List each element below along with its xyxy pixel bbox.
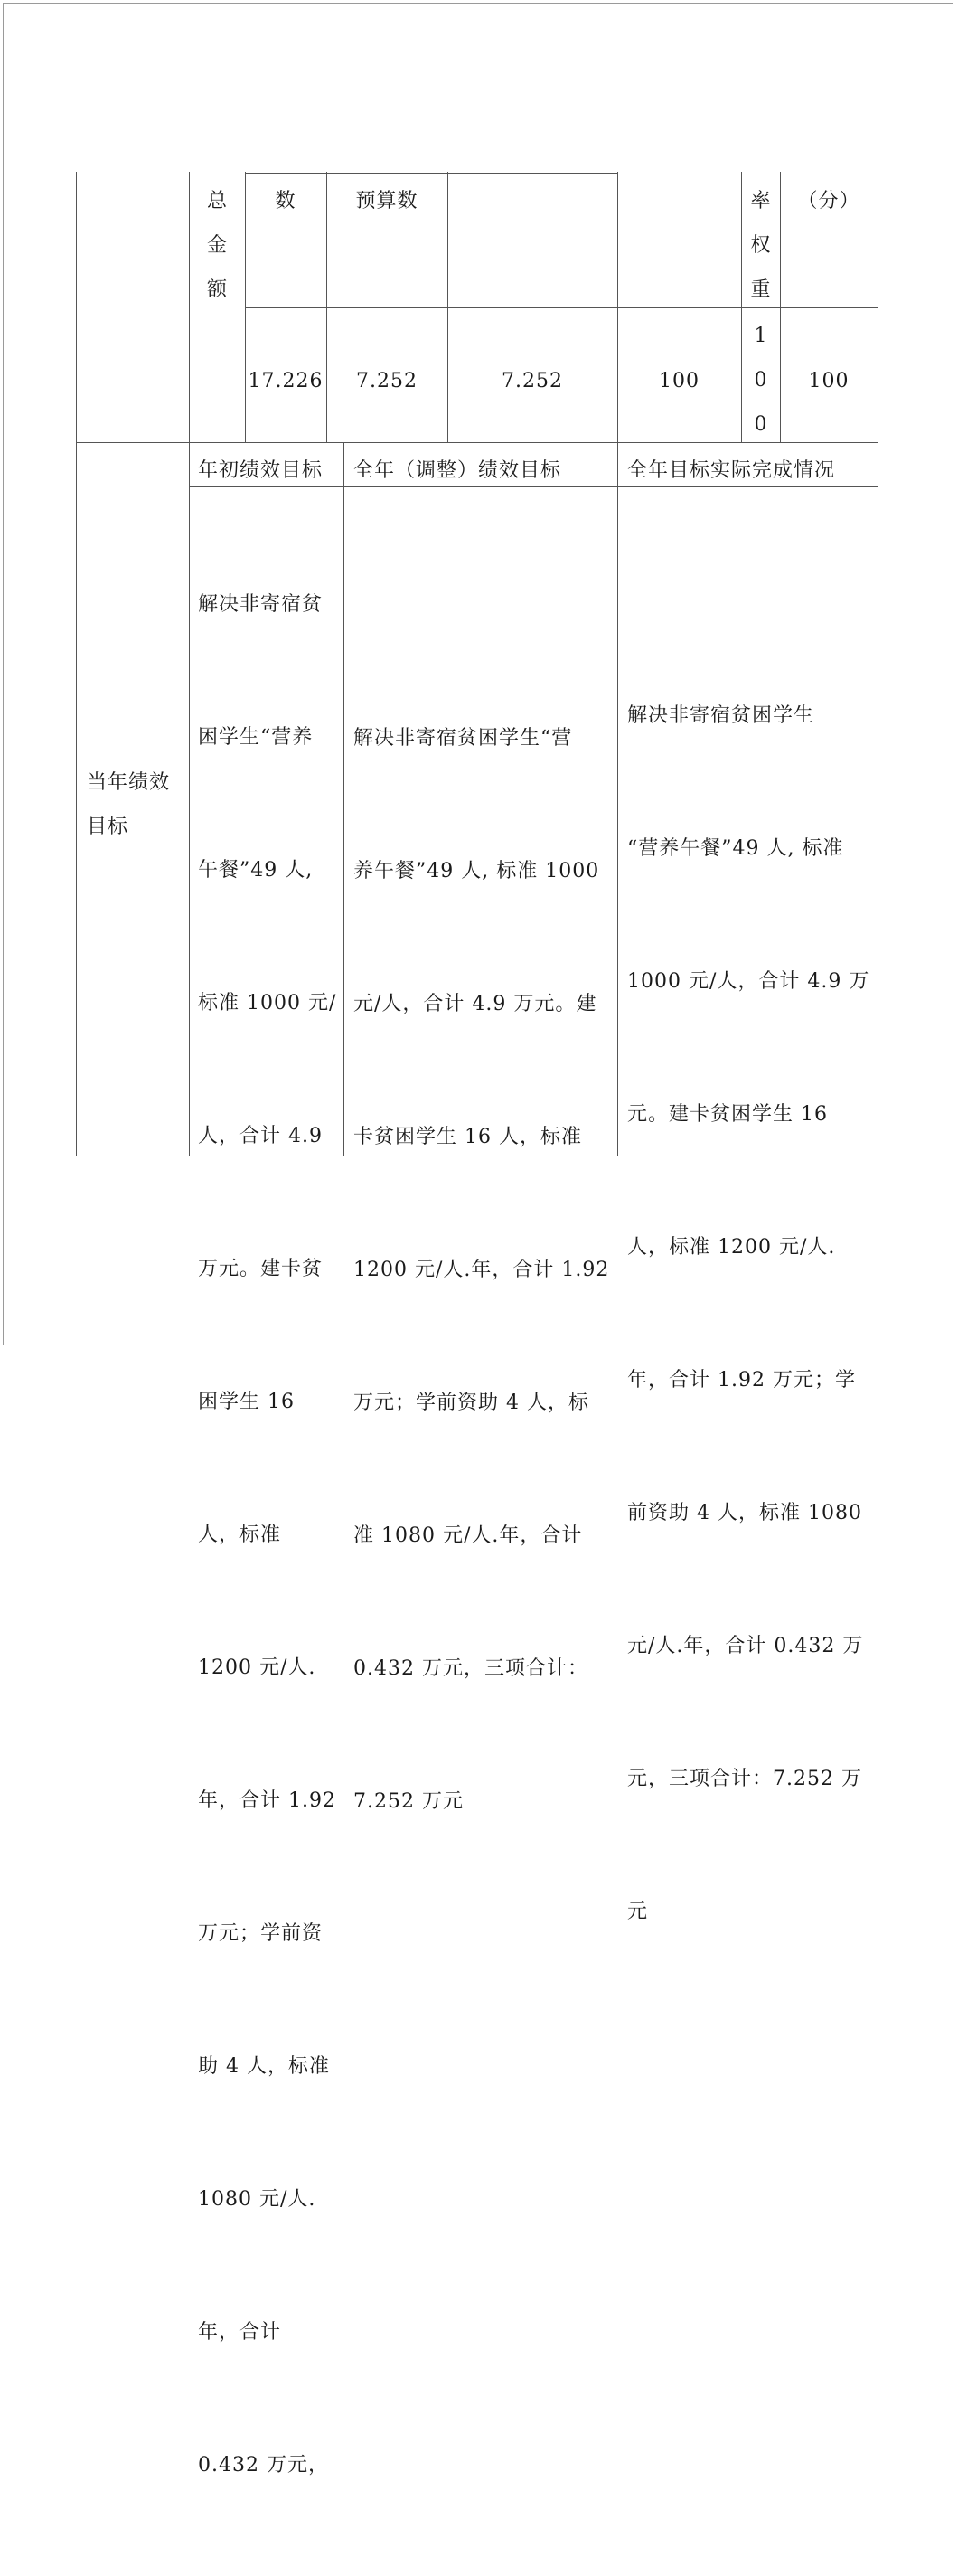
actual-completion-header: 全年目标实际完成情况 [627, 459, 836, 482]
budget-header: 预算数 [355, 190, 418, 212]
table-line [76, 172, 77, 1156]
adjusted-goal-text: 解决非寄宿贫困学生“营 养午餐”49 人, 标准 1000 元/人，合计 4.9 万元。建 卡贫困学生 16 人，标准 1200 元/人.年，合计 1.92 万元；学前资助 4 人，标 准 1080 元/人.年，合计 0.432 万元，三项合计： 7.252 万元 [353, 727, 610, 1813]
table-line [189, 442, 190, 1156]
weight-value: 1 0 0 [754, 325, 767, 436]
initial-goal-header: 年初绩效目标 [198, 459, 324, 482]
adjusted-goal-header: 全年（调整）绩效目标 [353, 459, 562, 482]
total-amount-value: 17.226 [248, 370, 324, 392]
table-line [245, 307, 878, 308]
actual-completion-text: 解决非寄宿贫困学生 “营养午餐”49 人, 标准 1000 元/人，合计 4.9 万 元。建卡贫困学生 16 人，标准 1200 元/人. 年，合计 1.92 万元；学 前资助 4 人，标准 1080 元/人.年，合计 0.432 万 元，三项合计：7.252 万 元 [627, 704, 870, 1923]
initial-goal-text: 解决非寄宿贫 困学生“营养 午餐”49 人, 标准 1000 元/ 人，合计 4.9 万元。建卡贫 困学生 16 人，标准 1200 元/人. 年，合计 1.92 万元；学前资 助 4 人，标准 1080 元/人. 年，合计 0.432 万元， [198, 593, 337, 2477]
score-value: 100 [808, 370, 850, 392]
rate-weight-header: 率 权 重 [750, 190, 771, 301]
table-line [343, 442, 344, 1156]
goals-row-label: 当年绩效 目标 [87, 771, 171, 838]
total-amount-header: 总 金 额 [206, 190, 227, 301]
actual-value: 7.252 [502, 370, 563, 392]
rate-value: 100 [659, 370, 700, 392]
score-header: （分） [797, 190, 860, 212]
budget-value: 7.252 [356, 370, 418, 392]
table-line [245, 173, 618, 174]
table-line [617, 442, 618, 1156]
count-header: 数 [275, 190, 296, 212]
